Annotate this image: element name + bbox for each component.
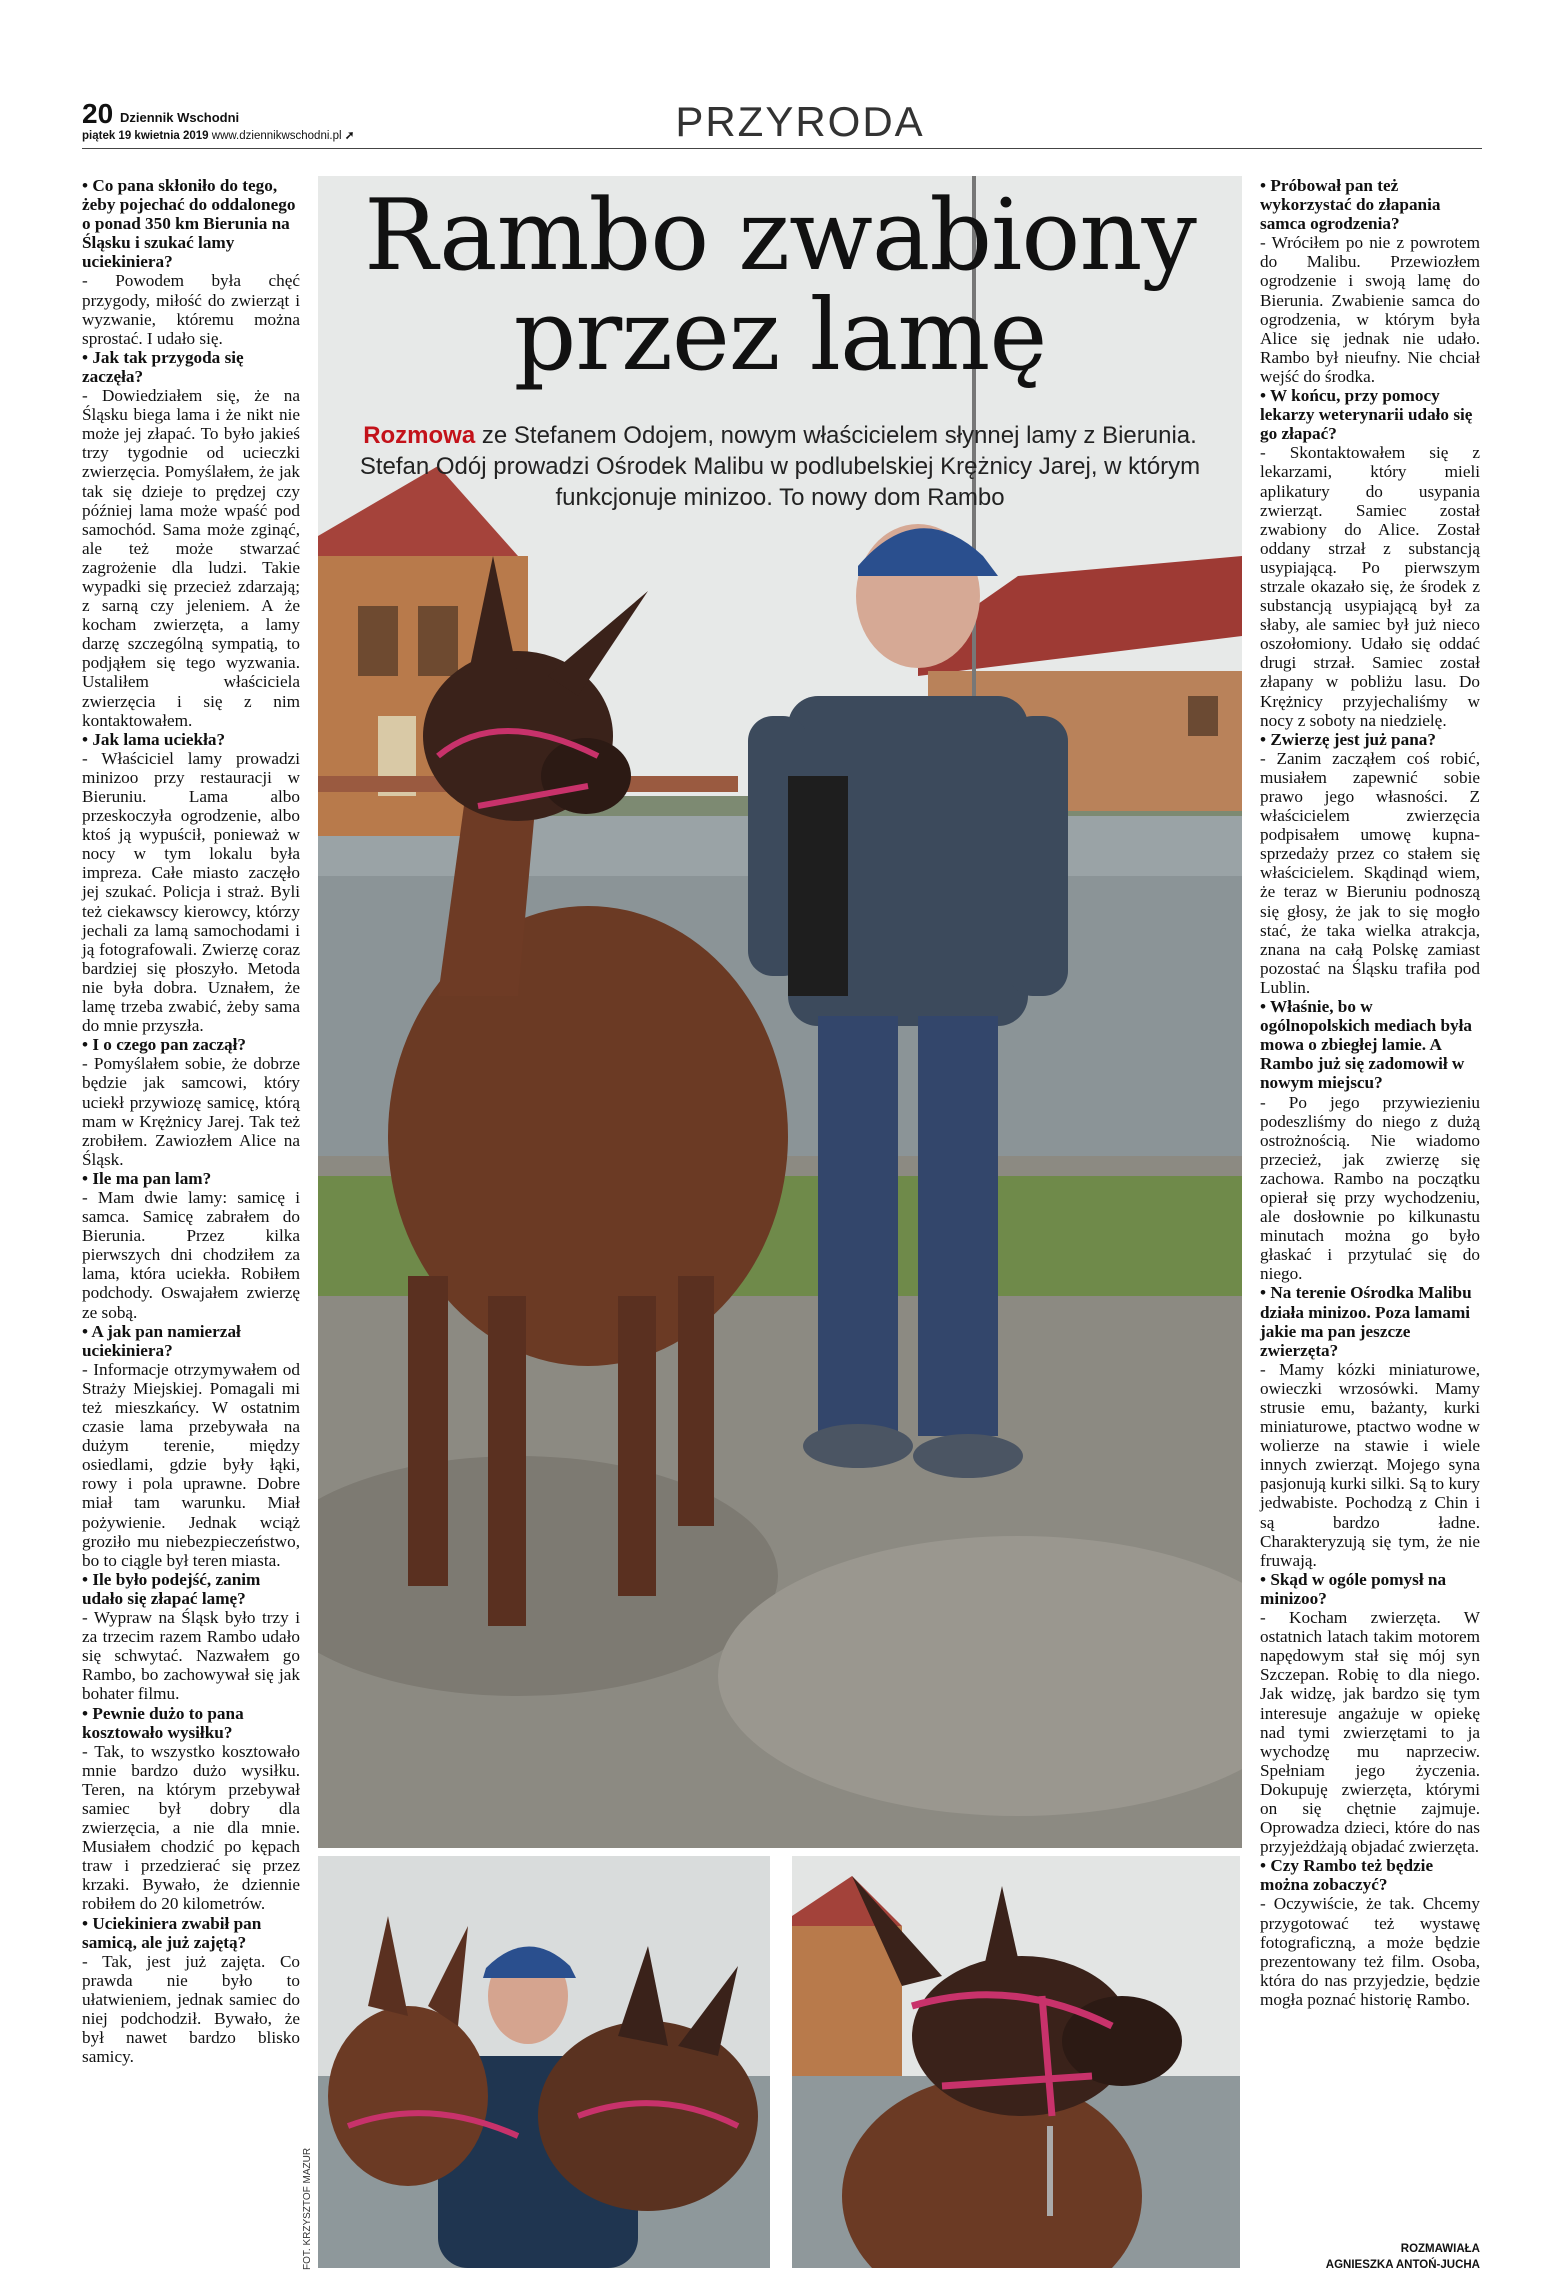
interview-answer: - Wypraw na Śląsk było trzy i za trzecim razem Rambo udało się schwytać. Nazwałem go Rambo, bo zachowywał się jak bohater filmu.: [82, 1608, 300, 1704]
interview-answer: - Pomyślałem sobie, że dobrze będzie jak samcowi, który uciekł przywiozę samicę, którą mam w Krężnicy Jarej. Tak też zrobiłem. Zawiozłem Alice na Śląsk.: [82, 1054, 300, 1169]
llama-closeup-illustration: [792, 1856, 1240, 2268]
article-title: [318, 179, 1242, 393]
interview-question: • Czy Rambo też będzie można zobaczyć?: [1260, 1856, 1434, 1895]
interview-question: • Na terenie Ośrodka Malibu działa minizoo. Poza lamami jakie ma pan jeszcze zwierzęta?: [1260, 1283, 1472, 1360]
photo-credit-text: FOT. KRZYSZTOF MAZUR: [302, 2147, 313, 2270]
interview-answer: - Informacje otrzymywałem od Straży Miejskiej. Pomagali mi też mieszkańcy. W ostatnim czasie lama przebywała na dużym terenie, między osiedlami, gdzie były łąki, rowy i pola uprawne. Dobre miał tam warunku. Miał pożywienie. Jednak wciąż groziło mu niebezpieczeństwo, bo to ciągle był teren miasta.: [82, 1359, 300, 1570]
interview-answer: - Po jego przywiezieniu podeszliśmy do niego z dużą ostrożnością. Nie wiadomo przecież, jak zwierzę się zachowa. Rambo na początku opierał się przy wychodzeniu, ale dosłownie po kilkunastu minutach można go było głaskać i przytulać się do niego.: [1260, 1092, 1480, 1284]
interview-question: • I o czego pan zaczął?: [82, 1035, 247, 1055]
interview-question: • Ile było podejść, zanim udało się złapać lamę?: [82, 1569, 261, 1608]
interview-question: • Właśnie, bo w ogólnopolskich mediach była mowa o zbiegłej lamie. A Rambo już się zadomowił w nowym miejscu?: [1260, 997, 1473, 1093]
interview-answer: - Kocham zwierzęta. W ostatnich latach takim motorem napędowym stał się mój syn Szczepan. Robię to dla niego. Jak widzę, jak bardzo się tym interesuje angażuje w opiekę nad tymi zwierzętami to ja wychodzę mu naprzeciw. Spełniam jego życzenia. Dokupuję zwierzęta, którymi on się chętnie zajmuje. Oprowadza dzieci, które do nas przyjeżdżają objadać zwierzęta.: [1260, 1608, 1480, 1857]
interview-question: • Zwierzę jest już pana?: [1260, 729, 1436, 749]
right-text-column: [1260, 176, 1480, 2009]
interview-question: • Pewnie dużo to pana kosztowało wysiłku?: [82, 1703, 244, 1742]
interview-answer: - Tak, to wszystko kosztowało mnie bardzo dużo wysiłku. Teren, na którym przebywał samiec był dobry dla zwierzęcia, a nie dla mnie. Musiałem chodzić po kępach traw i przedzierać się przez krzaki. Bywało, że dziennie robiłem do 20 kilometrów.: [82, 1741, 300, 1914]
interview-question: • W końcu, przy pomocy lekarzy weterynarii udało się go złapać?: [1260, 386, 1473, 444]
cursor-icon: ➚: [344, 130, 355, 142]
photo-man-with-llamas: [318, 1856, 770, 2268]
photo-credit: [300, 2100, 320, 2270]
publication-date: piątek 19 kwietnia 2019: [82, 130, 209, 142]
left-text-column: [82, 176, 300, 2066]
header-divider: [82, 148, 1482, 149]
interview-answer: - Powodem była chęć przygody, miłość do zwierząt i wyzwanie, któremu można sprostać. I udało się.: [82, 271, 300, 348]
article-title-line-1: Rambo zwabiony: [364, 179, 1196, 293]
interview-question: • A jak pan namierzał uciekiniera?: [82, 1321, 241, 1360]
interview-answer: - Właściciel lamy prowadzi minizoo przy restauracji w Bieruniu. Lama albo przeskoczyła ogrodzenie, albo ktoś ją wypuścił, ponieważ w nocy w tym lokalu była impreza. Całe miasto zaczęło jej szukać. Policja i straż. Byli też ciekawscy kierowcy, którzy jechali za lamą samochodami i ją fotografowali. Zwierzę coraz bardziej się płoszyło. Metoda nie była dobra. Uznałem, że lamę trzeba zwabić, żeby sama do mnie przyszła.: [82, 748, 300, 1036]
article-lead: [330, 420, 1230, 513]
interview-answer: - Zanim zacząłem coś robić, musiałem zapewnić sobie prawo jego własności. Z właścicielem zwierzęcia podpisałem umowę kupna-sprzedaży przez co stałem się właścicielem. Skądinąd wiem, że teraz w Bieruniu podnoszą się głosy, że jak to się mogło stać, że taka wielka atrakcja, znana na całą Polskę zamiast pozostać na Śląsku trafiła pod Lublin.: [1260, 748, 1480, 997]
interview-question: • Co pana skłoniło do tego, żeby pojechać do oddalonego o ponad 350 km Bierunia na Śląsku i szukać lamy uciekiniera?: [82, 176, 296, 272]
man-with-llamas-illustration: [318, 1856, 770, 2268]
interview-question: • Ile ma pan lam?: [82, 1168, 212, 1188]
interview-question: • Próbował pan też wykorzystać do złapania samca ogrodzenia?: [1260, 176, 1441, 234]
interview-answer: - Skontaktowałem się z lekarzami, który mieli aplikatury do usypania zwierząt. Samiec został zwabiony do Alice. Został oddany strzał z substancją usypiającą. Po pierwszym strzale okazało się, że środek z substancją usypiającą był za słaby, ale samiec był już nieco oszołomiony. Udało się oddać drugi strzał. Samiec został złapany w pobliżu lasu. Do Krężnicy przyjechaliśmy w nocy z soboty na niedzielę.: [1260, 443, 1480, 730]
interview-question: • Skąd w ogóle pomysł na minizoo?: [1260, 1569, 1447, 1608]
interview-answer: - Dowiedziałem się, że na Śląsku biega lama i że nikt nie może jej złapać. To było jakieś trzy tygodnie od ucieczki zwierzęcia. Pomyślałem, że jak tak się dzieje to prędzej czy później lama może wpaść pod samochód. Sama może zginąć, ale też może stwarzać zagrożenie dla ludzi. Takie wypadki się przecież zdarzają; z sarną czy jeleniem. A że kocham zwierzęta, a lamy darzę szczególną sympatią, to podjąłem się tego wyzwania. Ustaliłem właściciela zwierzęcia i się z nim kontaktowałem.: [82, 386, 300, 730]
lead-accent: Rozmowa: [363, 422, 476, 449]
interview-answer: - Tak, jest już zajęta. Co prawda nie było to ułatwieniem, jednak samiec do niej podchodził. Bywało, że był nawet bardzo blisko samicy.: [82, 1951, 300, 2067]
lead-text: ze Stefanem Odojem, nowym właścicielem słynnej lamy z Bierunia. Stefan Odój prowadzi Ośrodek Malibu w podlubelskiej Krężnicy Jarej, w którym funkcjonuje minizoo. To nowy dom Rambo: [359, 422, 1201, 511]
paper-url[interactable]: www.dziennikwschodni.pl: [211, 130, 342, 142]
interview-answer: - Oczywiście, że tak. Chcemy przygotować też wystawę fotograficzną, a może będzie prezentowany też film. Osoba, która do nas przyjedzie, będzie mogła poznać historię Rambo.: [1260, 1894, 1480, 2009]
page-number: 20: [82, 98, 114, 129]
photo-llama-closeup: [792, 1856, 1240, 2268]
paper-name: Dziennik Wschodni: [120, 110, 240, 125]
interview-question: • Jak tak przygoda się zaczęła?: [82, 347, 244, 386]
interview-question: • Uciekiniera zwabił pan samicą, ale już zajętą?: [82, 1913, 262, 1952]
interview-question: • Jak lama uciekła?: [82, 729, 226, 749]
publication-date-line: [82, 128, 354, 142]
article-title-line-2: przez lamę: [513, 279, 1047, 393]
interview-answer: - Mam dwie lamy: samicę i samca. Samicę zabrałem do Bierunia. Przez kilka pierwszych dni chodziłem za lama, która uciekła. Robiłem podchody. Oswajałem zwierzę ze sobą.: [82, 1187, 300, 1322]
author-role: ROZMAWIAŁA: [1400, 2243, 1480, 2255]
author-name: AGNIESZKA ANTOŃ-JUCHA: [1325, 2259, 1480, 2271]
interview-answer: - Wróciłem po nie z powrotem do Malibu. Przewiozłem ogrodzenie i swoją lamę do Bierunia. Zwabienie samca do ogrodzenia, w którym była Alice się jednak nie udało. Rambo był nieufny. Nie chciał wejść do środka.: [1260, 233, 1480, 386]
section-title: PRZYRODA: [675, 98, 925, 145]
interview-answer: - Mamy kózki miniaturowe, owieczki wrzosówki. Mamy strusie emu, bażanty, kurki miniaturowe, ptactwo wodne w wolierze na stawie i wiele innych zwierząt. Mojego syna pasjonują kurki silki. Są to kury jedwabiste. Pochodzą z Chin i są bardzo ładne. Charakteryzują się tym, że nie fruwają.: [1260, 1359, 1480, 1570]
